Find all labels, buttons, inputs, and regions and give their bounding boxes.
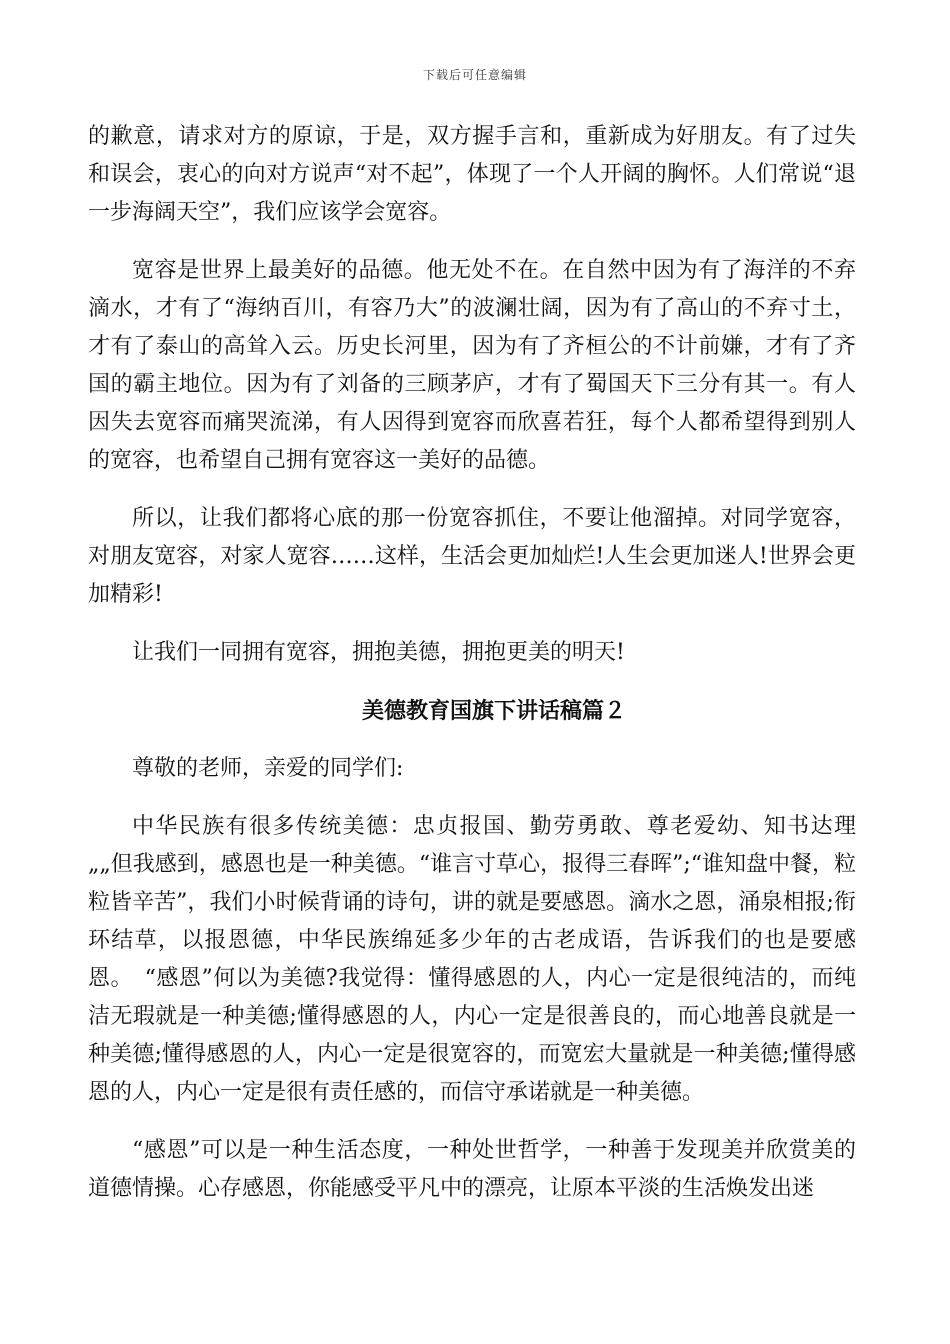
page-header: 下载后可任意编辑 bbox=[422, 68, 527, 82]
section-title: 美德教育国旗下讲话稿篇２ bbox=[361, 698, 626, 724]
paragraph-conclusion: 所以，让我们都将心底的那一份宽容抓住，不要让他溜掉。对同学宽容，对朋友宽容，对家人宽容……这样，生活会更加灿烂!人生会更加迷人!世界会更加精彩! bbox=[88, 506, 856, 607]
paragraph-tolerance: 宽容是世界上最美好的品德。他无处不在。在自然中因为有了海洋的不弃滴水，才有了“海纳百川，有容乃大”的波澜壮阔，因为有了高山的不弃寸土，才有了泰山的高耸入云。历史长河里，因为有了齐桓公的不计前嫌，才有了齐国的霸主地位。因为有了刘备的三顾茅庐，才有了蜀国天下三分有其一。有人因失去宽容而痛哭流涕，有人因得到宽容而欣喜若狂，每个人都希望得到别人的宽容，也希望自己拥有宽容这一美好的品德。 bbox=[88, 258, 856, 473]
paragraph-continued: 的歉意，请求对方的原谅，于是，双方握手言和，重新成为好朋友。有了过失和误会，衷心的向对方说声“对不起”，体现了一个人开阔的胸怀。人们常说“退一步海阔天空”，我们应该学会宽容。 bbox=[88, 124, 856, 225]
paragraph-salutation: 尊敬的老师，亲爱的同学们: bbox=[132, 756, 404, 781]
paragraph-closing: 让我们一同拥有宽容，拥抱美德，拥抱更美的明天! bbox=[132, 640, 625, 665]
paragraph-attitude: “感恩”可以是一种生活态度，一种处世哲学，一种善于发现美并欣赏美的道德情操。心存感恩，你能感受平凡中的漂亮，让原本平淡的生活焕发出迷 bbox=[88, 1138, 856, 1201]
paragraph-gratitude: 中华民族有很多传统美德：忠贞报国、勤劳勇敢、尊老爱幼、知书达理„„但我感到，感恩也是一种美德。“谁言寸草心，报得三春晖”;“谁知盘中餐，粒粒皆辛苦”，我们小时候背诵的诗句，讲的就是要感恩。滴水之恩，涌泉相报;衔环结草，以报恩德，中华民族绵延多少年的古老成语，告诉我们的也是要感恩。 “感恩”何以为美德?我觉得：懂得感恩的人，内心一定是很纯洁的，而纯洁无瑕就是一种美德;懂得感恩的人，内心一定是很善良的，而心地善良就是一种美德;懂得感恩的人，内心一定是很宽容的，而宽宏大量就是一种美德;懂得感恩的人，内心一定是很有责任感的，而信守承诺就是一种美德。 bbox=[88, 814, 856, 1105]
document-body bbox=[88, 118, 856, 1228]
